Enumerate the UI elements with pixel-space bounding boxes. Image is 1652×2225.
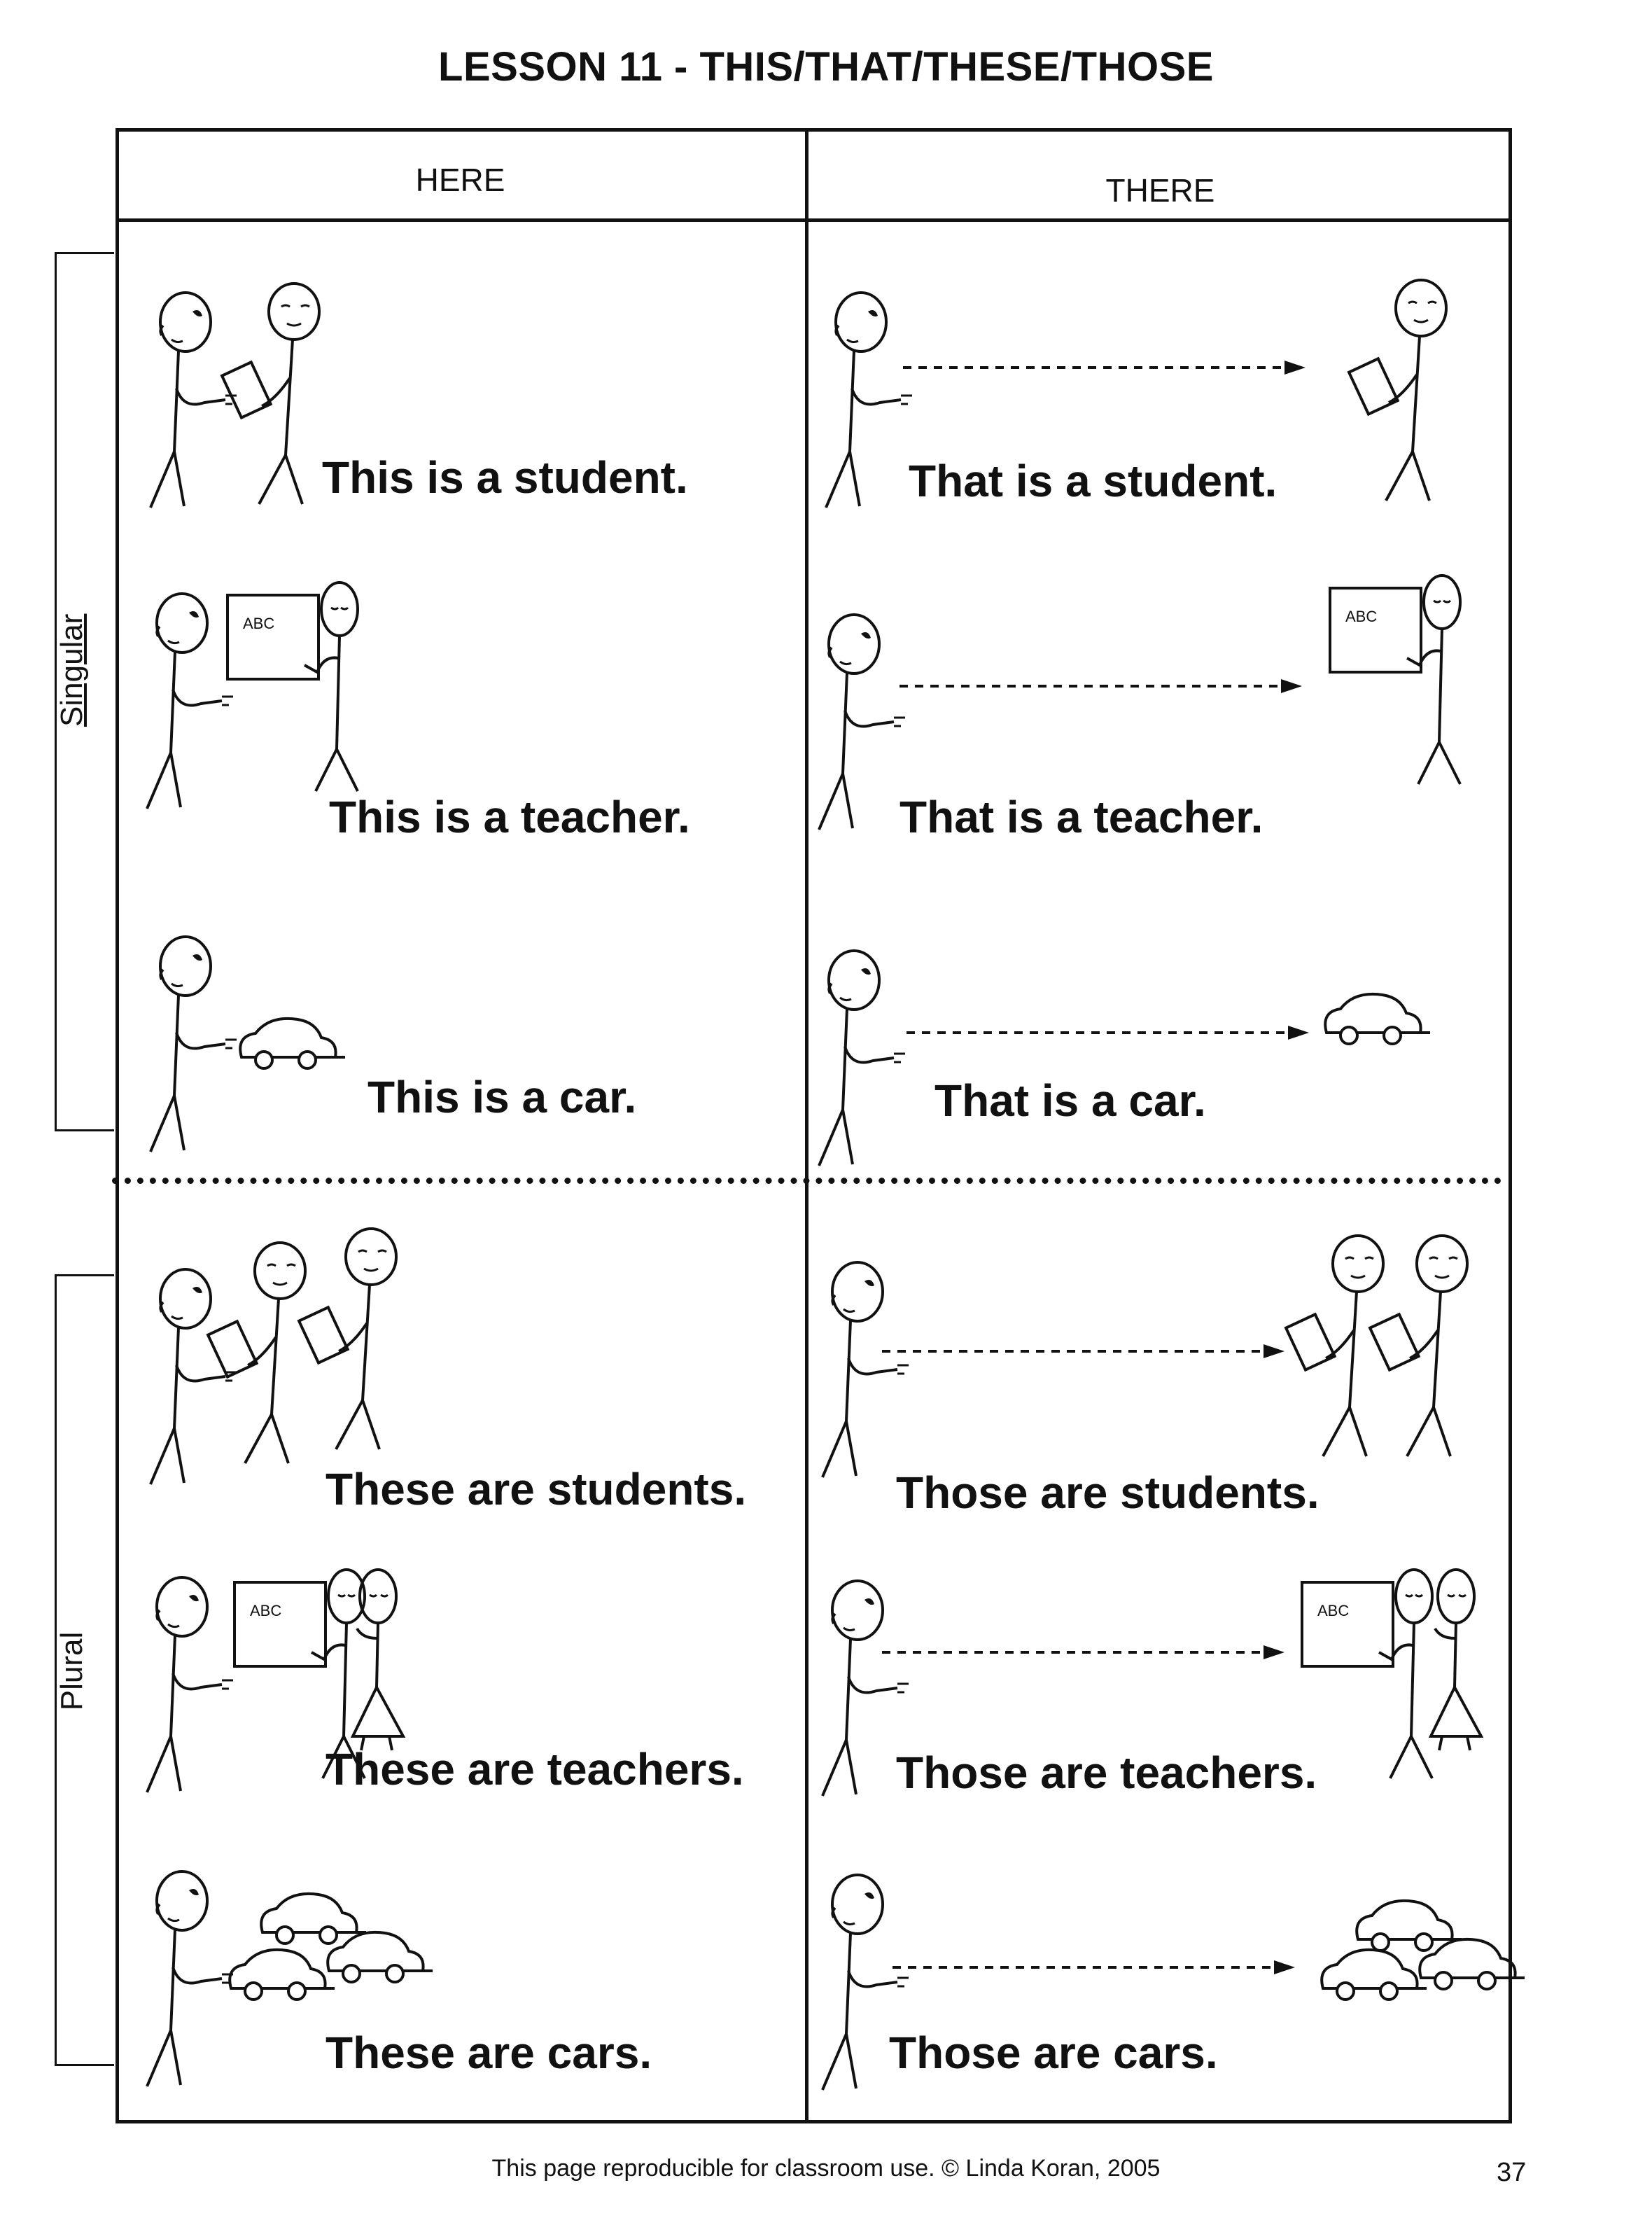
singular-label: Singular <box>55 613 89 727</box>
column-divider <box>805 128 808 2123</box>
pointing-person-figure <box>819 284 917 518</box>
teacher-figure <box>1302 1568 1442 1789</box>
student-figure <box>245 280 329 515</box>
car-icon <box>1414 1929 1533 2002</box>
student-figure <box>322 1225 406 1460</box>
teacher-figure <box>1330 574 1470 795</box>
sentence-these-teachers: These are teachers. <box>326 1744 744 1794</box>
page-number: 37 <box>1497 2158 1527 2187</box>
woman-teacher-figure <box>350 1568 413 1761</box>
student-figure <box>1393 1232 1477 1467</box>
sentence-this-car: This is a car. <box>368 1072 637 1122</box>
dashed-arrow-icon <box>882 1344 1302 1365</box>
dashed-arrow-icon <box>906 1026 1326 1046</box>
sentence-those-teachers: Those are teachers. <box>896 1748 1317 1798</box>
singular-bracket-bottom <box>55 1129 114 1131</box>
sentence-these-cars: These are cars. <box>326 2028 652 2078</box>
student-figure <box>1372 277 1456 511</box>
pointing-person-figure <box>140 585 238 819</box>
car-icon <box>234 1008 354 1082</box>
student-figure <box>231 1239 315 1474</box>
sentence-that-teacher: That is a teacher. <box>899 792 1264 842</box>
pointing-person-figure <box>140 1568 238 1803</box>
pointing-person-figure <box>816 1253 913 1488</box>
sentence-these-students: These are students. <box>326 1464 747 1514</box>
pointing-person-figure <box>812 942 910 1176</box>
pointing-person-figure <box>144 928 241 1162</box>
pointing-person-figure <box>144 284 241 518</box>
dashed-arrow-icon <box>882 1645 1302 1666</box>
sentence-that-student: That is a student. <box>909 456 1278 506</box>
pointing-person-figure <box>812 606 910 840</box>
footer-copyright: This page reproducible for classroom use. © Linda Koran, 2005 <box>491 2155 1161 2182</box>
plural-bracket-top <box>55 1274 114 1276</box>
sentence-those-students: Those are students. <box>896 1467 1320 1518</box>
header-rule <box>115 218 1512 222</box>
sentence-this-student: This is a student. <box>322 452 688 503</box>
pointing-person-figure <box>140 1862 238 2097</box>
page-title: LESSON 11 - THIS/THAT/THESE/THOSE <box>438 44 1214 90</box>
car-icon <box>1320 984 1438 1057</box>
singular-plural-divider <box>112 1178 1502 1184</box>
woman-teacher-figure <box>1428 1568 1491 1761</box>
car-icon <box>322 1922 441 1995</box>
dashed-arrow-icon <box>903 361 1323 381</box>
teacher-figure <box>227 581 368 802</box>
dashed-arrow-icon <box>892 1960 1312 1981</box>
sentence-those-cars: Those are cars. <box>889 2028 1218 2078</box>
plural-bracket-bottom <box>55 2064 114 2066</box>
column-header-there: THERE <box>1105 172 1215 209</box>
dashed-arrow-icon <box>899 679 1320 699</box>
sentence-that-car: That is a car. <box>934 1075 1206 1126</box>
singular-bracket-top <box>55 252 114 254</box>
sentence-this-teacher: This is a teacher. <box>329 792 690 842</box>
plural-label: Plural <box>55 1631 89 1711</box>
column-header-here: HERE <box>415 162 505 198</box>
